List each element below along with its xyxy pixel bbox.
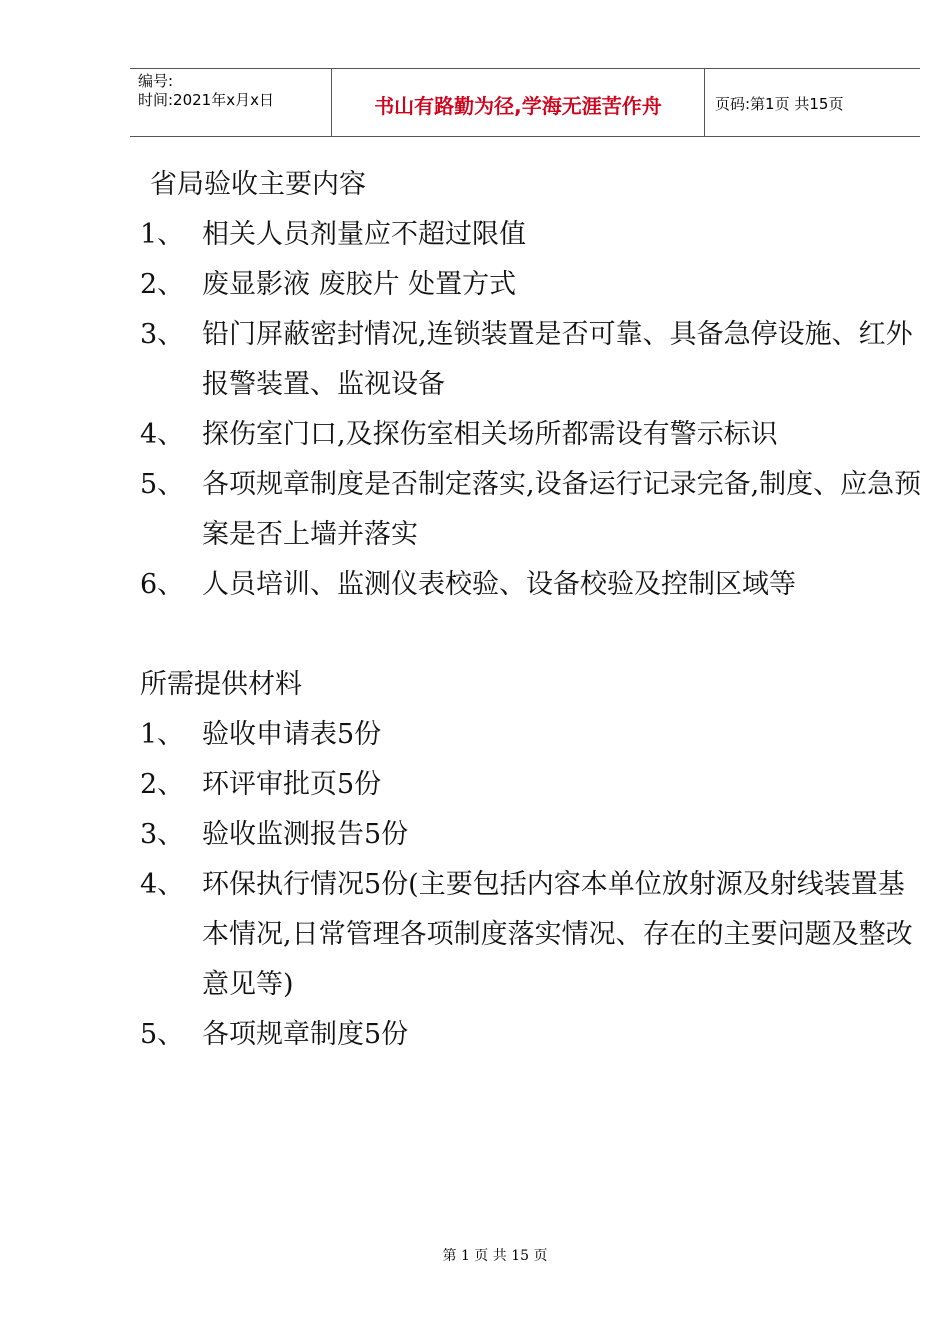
item-number: 1、: [140, 719, 185, 750]
item-number: 4、: [140, 869, 185, 900]
list-item: [140, 460, 930, 560]
item-text: 人员培训、监测仪表校验、设备校验及控制区域等: [202, 569, 796, 600]
item-number: 2、: [140, 769, 185, 800]
document-date: 时间:2021年x月x日: [138, 91, 274, 109]
item-number: 6、: [140, 569, 185, 600]
item-number: 5、: [140, 469, 185, 500]
item-text: 环保执行情况5份(主要包括内容本单位放射源及射线装置基本情况,日常管理各项制度落实情况、存在的主要问题及整改意见等): [202, 869, 913, 1000]
item-text: 铅门屏蔽密封情况,连锁装置是否可靠、具备急停设施、红外报警装置、监视设备: [202, 319, 913, 400]
page-footer: 第 1 页 共 15 页: [442, 1248, 548, 1264]
document-number-label: 编号:: [138, 72, 174, 90]
item-text: 相关人员剂量应不超过限值: [202, 219, 526, 250]
item-text: 验收监测报告5份: [202, 819, 409, 850]
item-text: 环评审批页5份: [202, 769, 382, 800]
acceptance-list: [140, 210, 930, 610]
item-text: 各项规章制度5份: [202, 1019, 409, 1050]
section-spacer: [140, 610, 930, 660]
section-title-acceptance: 省局验收主要内容: [150, 169, 366, 200]
list-item: [140, 260, 930, 310]
item-text: 验收申请表5份: [202, 719, 382, 750]
list-item: [140, 410, 930, 460]
header-page-number: 页码:第1页 共15页: [715, 95, 844, 113]
list-item: [140, 310, 930, 410]
section-title-materials: 所需提供材料: [140, 669, 302, 700]
item-number: 4、: [140, 419, 185, 450]
item-number: 5、: [140, 1019, 185, 1050]
document-body: [140, 160, 930, 1060]
item-text: 废显影液 废胶片 处置方式: [202, 269, 517, 300]
list-item: [140, 810, 930, 860]
item-number: 3、: [140, 819, 185, 850]
list-item: [140, 710, 930, 760]
item-text: 各项规章制度是否制定落实,设备运行记录完备,制度、应急预案是否上墙并落实: [202, 469, 922, 550]
item-text: 探伤室门口,及探伤室相关场所都需设有警示标识: [202, 419, 778, 450]
header-motto: 书山有路勤为径,学海无涯苦作舟: [331, 69, 705, 136]
header-meta: [130, 69, 331, 136]
list-item: [140, 210, 930, 260]
list-item: [140, 1010, 930, 1060]
list-item: [140, 560, 930, 610]
page-header: [130, 68, 920, 137]
list-item: [140, 860, 930, 1010]
item-number: 3、: [140, 319, 185, 350]
item-number: 2、: [140, 269, 185, 300]
item-number: 1、: [140, 219, 185, 250]
materials-list: [140, 710, 930, 1060]
list-item: [140, 760, 930, 810]
